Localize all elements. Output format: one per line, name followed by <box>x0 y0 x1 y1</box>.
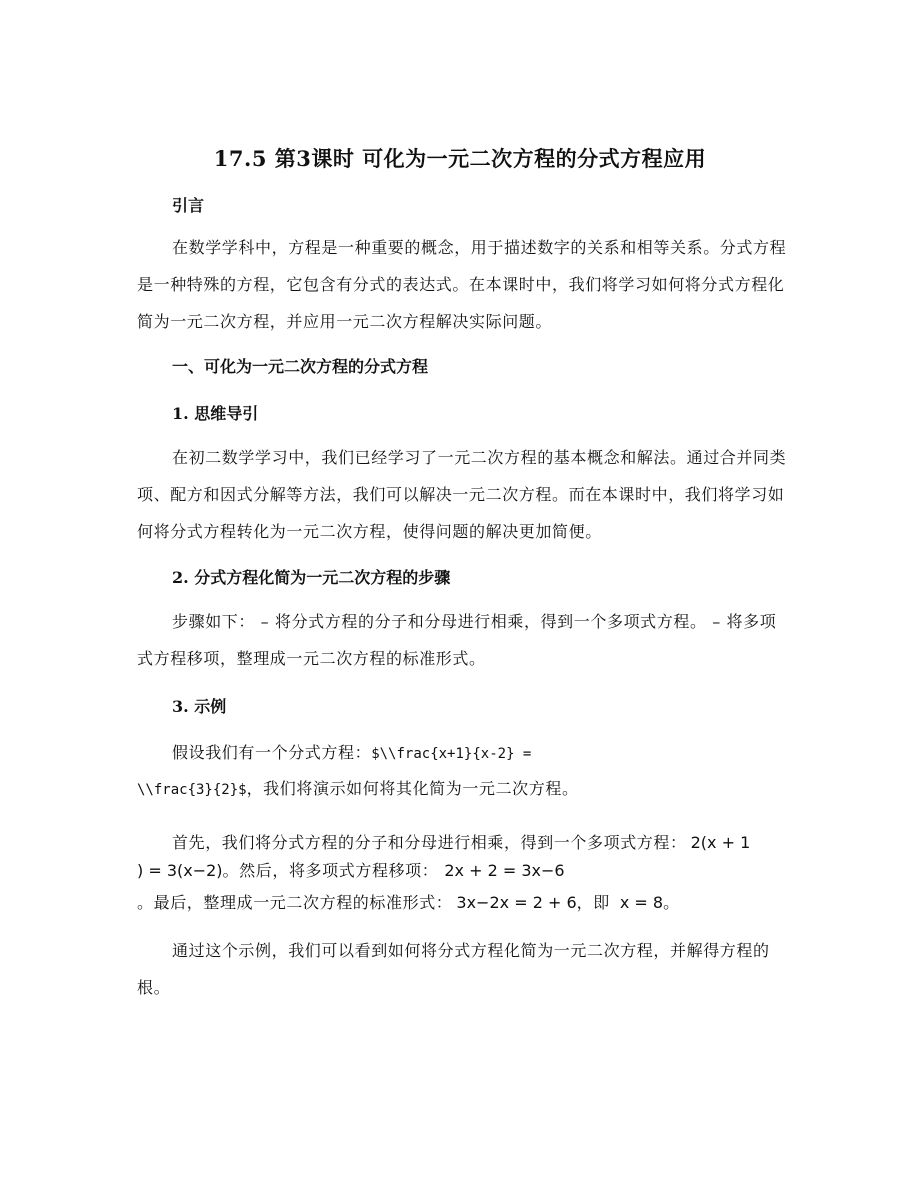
example2-text-b: 。然后，将多项式方程移项： <box>222 861 439 880</box>
example2-line2 <box>137 858 565 881</box>
example2-math-1a: 2(x + 1 <box>690 833 751 852</box>
example1-code-1: $\\frac{x+1}{x-2} = <box>371 746 532 762</box>
document-title: 17.5 第3课时 可化为一元二次方程的分式方程应用 <box>213 146 707 171</box>
example2-text-e: 。 <box>663 893 680 912</box>
example2-text-a: 首先，我们将分式方程的分子和分母进行相乘，得到一个多项式方程： <box>172 833 687 852</box>
example2-math-1b: ) = 3(x−2) <box>137 861 223 880</box>
sub3-heading: 3. 示例 <box>172 697 227 716</box>
example2-line3 <box>137 890 680 913</box>
sub2-heading: 2. 分式方程化简为一元二次方程的步骤 <box>172 568 451 587</box>
example2-text-d: ，即 <box>576 893 610 912</box>
example2-math-2: 2x + 2 = 3x−6 <box>444 861 565 880</box>
sub1-paragraph: 在初二数学学习中，我们已经学习了一元二次方程的基本概念和解法。通过合并同类项、配方和因式分解等方法，我们可以解决一元二次方程。而在本课时中，我们将学习如何将分式方程转化为一元二次方程，使得问题的解决更加简便。 <box>137 448 787 541</box>
section1-heading: 一、可化为一元二次方程的分式方程 <box>172 357 429 376</box>
example1-line1 <box>172 740 531 763</box>
example1-line2 <box>137 776 579 799</box>
example2-math-4: x = 8 <box>619 893 664 912</box>
intro-paragraph: 在数学学科中，方程是一种重要的概念，用于描述数字的关系和相等关系。分式方程是一种特殊的方程，它包含有分式的表达式。在本课时中，我们将学习如何将分式方程化简为一元二次方程，并应用一元二次方程解决实际问题。 <box>137 238 787 331</box>
conclusion-paragraph: 通过这个示例，我们可以看到如何将分式方程化简为一元二次方程，并解得方程的根。 <box>137 941 770 997</box>
example1-code-2: \\frac{3}{2}$ <box>137 782 247 798</box>
example2-text-c: 。最后，整理成一元二次方程的标准形式： <box>137 893 453 912</box>
example1-text-a: 假设我们有一个分式方程： <box>172 743 372 762</box>
example2-math-3: 3x−2x = 2 + 6 <box>456 893 577 912</box>
sub1-heading: 1. 思维导引 <box>172 404 259 423</box>
sub2-paragraph: 步骤如下： – 将分式方程的分子和分母进行相乘，得到一个多项式方程。 – 将多项式方程移项，整理成一元二次方程的标准形式。 <box>137 612 777 668</box>
example1-text-b: ，我们将演示如何将其化简为一元二次方程。 <box>246 779 579 798</box>
example2-line1 <box>172 830 750 853</box>
intro-heading: 引言 <box>172 196 205 215</box>
